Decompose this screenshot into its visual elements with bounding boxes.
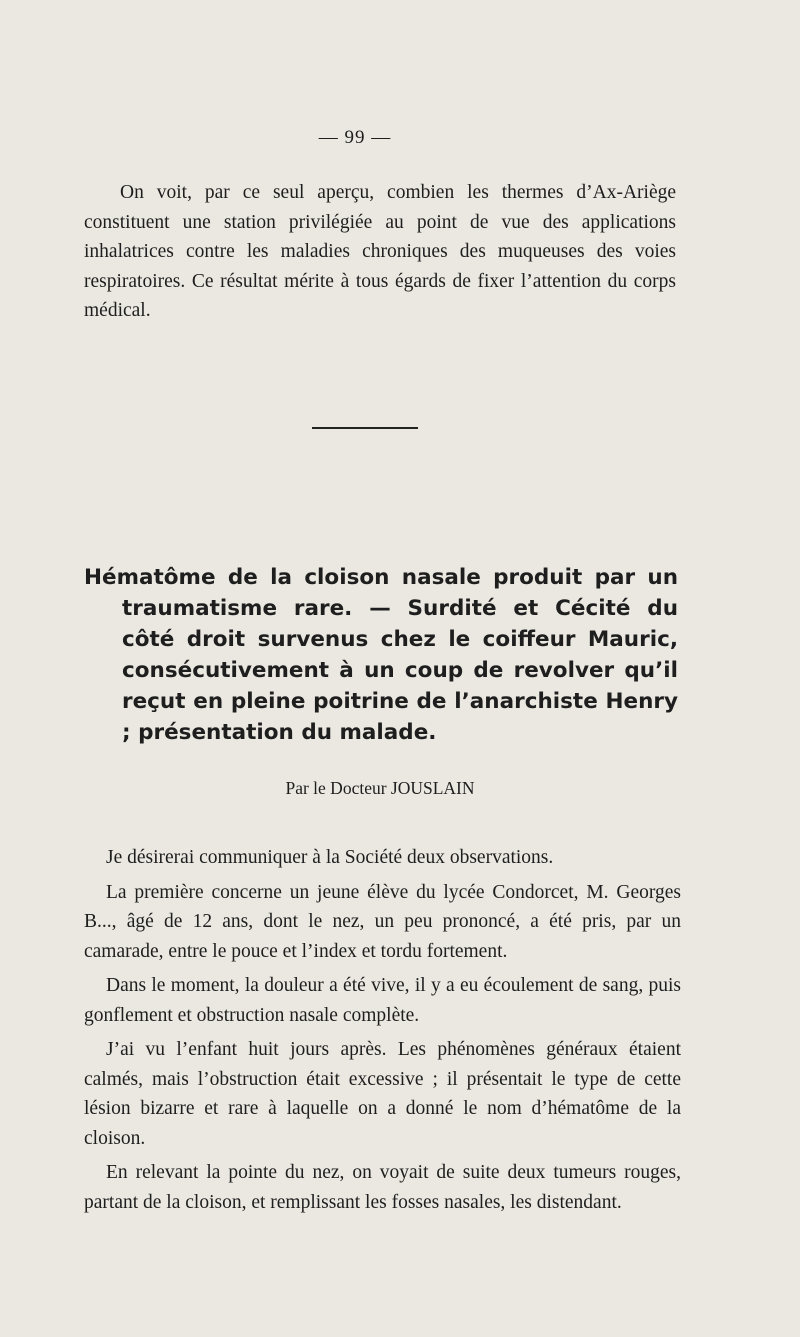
body-paragraph: La première concerne un jeune élève du lycée Condorcet, M. Georges B..., âgé de 12 ans, dont le nez, un peu prononcé, a été pris, par un camarade, entre le pouce et l’index et tordu fortement.	[84, 881, 681, 962]
intro-section	[84, 178, 676, 326]
body-paragraph: En relevant la pointe du nez, on voyait de suite deux tumeurs rouges, partant de la cloison, et remplissant les fosses nasales, les distendant.	[84, 1162, 681, 1213]
article-body	[84, 843, 681, 1222]
article-title: Hématôme de la cloison nasale produit par un traumatisme rare. — Surdité et Cécité du côté droit survenus chez le coiffeur Mauric, consécutivement à un coup de revolver qu’il reçut en pleine poitrine de l’anarchiste Henry ; présentation du malade.	[84, 565, 678, 745]
body-paragraph: J’ai vu l’enfant huit jours après. Les phénomènes généraux étaient calmés, mais l’obstruction était excessive ; il présentait le type de cette lésion bizarre et rare à laquelle on a donné le nom d’hématôme de la cloison.	[84, 1039, 681, 1149]
body-paragraph: Dans le moment, la douleur a été vive, il y a eu écoulement de sang, puis gonflement et obstruction nasale complète.	[84, 975, 681, 1026]
body-paragraph: Je désirerai communiquer à la Société deux observations.	[106, 847, 554, 868]
section-divider	[312, 427, 418, 429]
intro-paragraph: On voit, par ce seul aperçu, combien les thermes d’Ax-Ariège constituent une station privilégiée au point de vue des applications inhalatrices contre les maladies chroniques des muqueuses des voies respiratoires. Ce résultat mérite à tous égards de fixer l’attention du corps médical.	[84, 182, 676, 321]
article-byline: Par le Docteur JOUSLAIN	[285, 778, 475, 798]
page-number: — 99 —	[318, 127, 392, 148]
